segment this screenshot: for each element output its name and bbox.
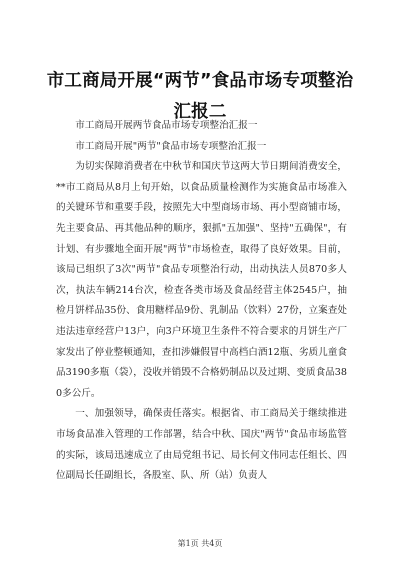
document-body [56, 116, 347, 487]
body-paragraph-intro: 为切实保障消费者在中秋节和国庆节这两大节日期间消费安全，**市工商局从8月上旬开始，以食品质量检测作为实施食品市场准入的关键环节和重要手段，按照先大中型商场市场、再小型商铺市场，先主要食品、再其他品种的顺序，狠抓"五加强"、坚持"五确保"，有计划、有步骤地全面开展"两节"市场检查，取得了良好效果。目前，该局已组织了3次"两节"食品专项整治行动，出动执法人员870多人次，执法车辆214台次，检查各类市场及食品经营主体2545户，抽检月饼样品35份、食用糖样品9份、乳制品（饮料）27份，立案查处违法违章经营户13户，向3户环境卫生条件不符合要求的月饼生产厂家发出了停业整顿通知，查扣涉嫌假冒中高档白酒12瓶、劣质儿童食品3190多瓶（袋），没收并销毁不合格奶制品以及过期、变质食品380多公斤。 [56, 161, 347, 399]
subtitle-line-1: 市工商局开展两节食品市场专项整治汇报一 [75, 120, 258, 131]
body-paragraph-section-1: 一、加强领导，确保责任落实。根据省、市工商局关于继续推进市场食品准入管理的工作部署，结合中秋、国庆"两节"食品市场监管的实际，该局迅速成立了由局党组书记、局长何文伟同志任组长、四位副局长任副组长，各股室、队、所（站）负责人 [56, 408, 347, 482]
document-title: 市工商局开展“两节”食品市场专项整治汇报二 [46, 71, 354, 122]
subtitle-line-2: 市工商局开展"两节"食品市场专项整治汇报一 [75, 140, 267, 152]
page-footer: 第1页 共4页 [177, 539, 223, 548]
